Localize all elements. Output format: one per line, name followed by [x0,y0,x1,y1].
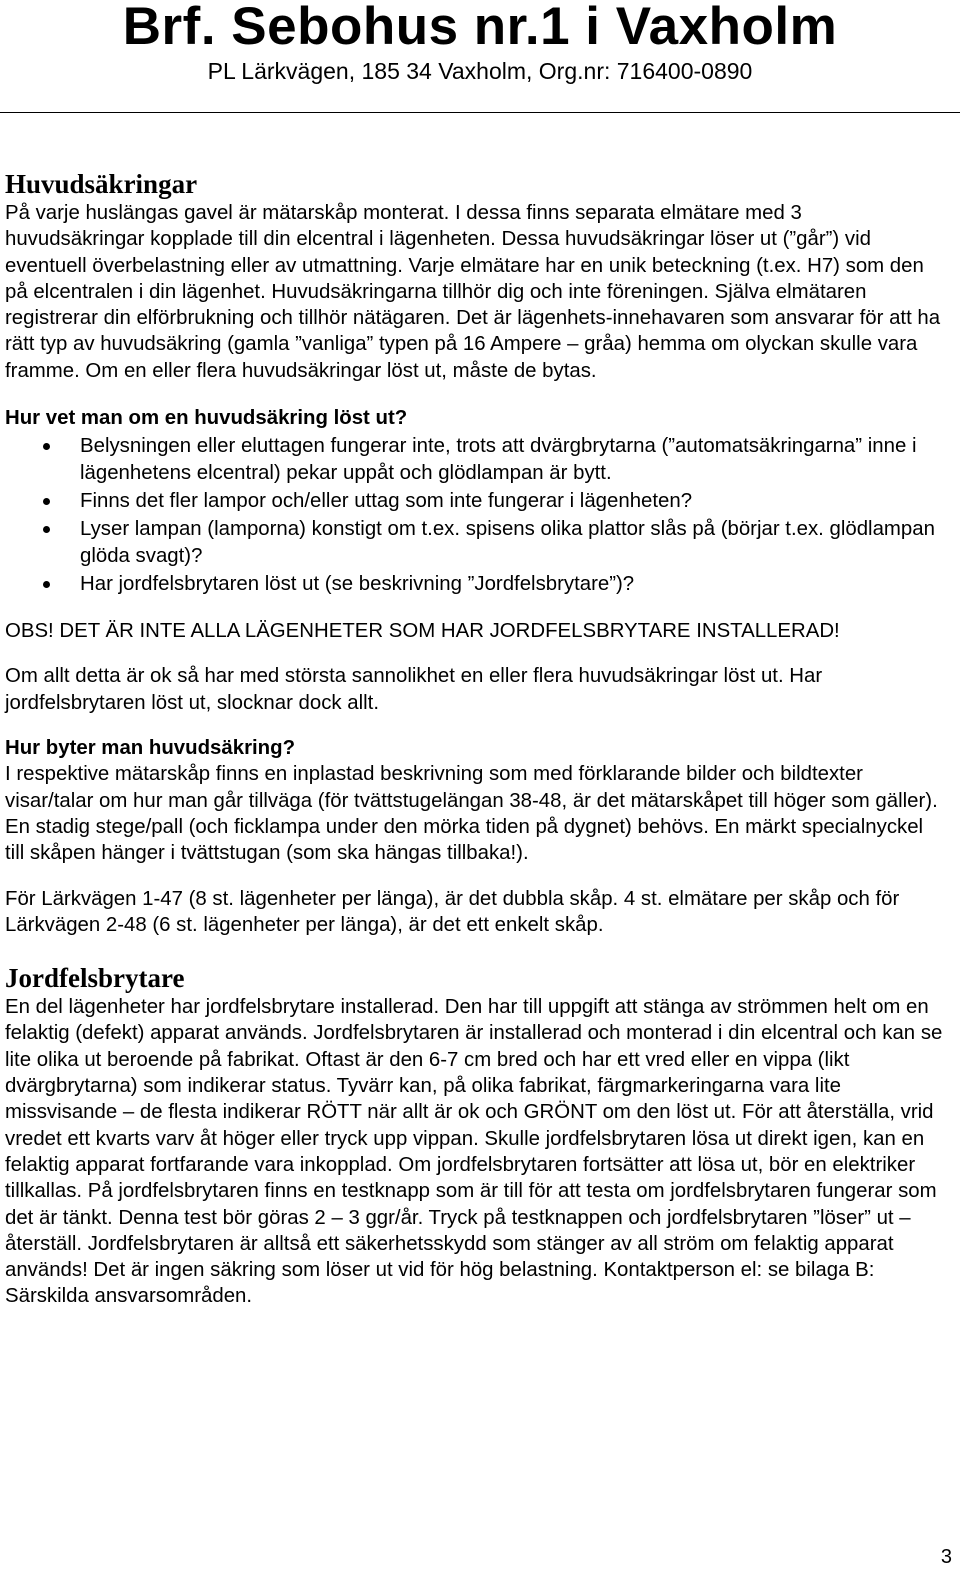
main-fuses-section [5,168,945,938]
spacer [5,599,945,618]
obs-notice: OBS! DET ÄR INTE ALLA LÄGENHETER SOM HAR JORDFELSBRYTARE INSTALLERAD! [5,620,840,643]
spacer [5,644,945,663]
rcd-section [5,962,945,1310]
organization-name: Brf. Sebohus nr.1 i Vaxholm [122,0,838,56]
how-to-know-heading: Hur vet man om en huvudsäkring löst ut? [5,407,408,430]
spacer [5,938,945,962]
list-item-text: Finns det fler lampor och/eller uttag som inte fungerar i lägenheten? [80,489,693,512]
list-item-text: Har jordfelsbrytaren löst ut (se beskrivning ”Jordfelsbrytare”)? [80,572,635,595]
cabinet-info: För Lärkvägen 1-47 (8 st. lägenheter per länga), är det dubbla skåp. 4 st. elmätare per skåp och för Lärkvägen 2-48 (6 st. lägenheter per länga), är det ett enkelt skåp. [5,887,900,936]
bullet-icon [43,443,50,450]
page-number: 3 [940,1546,952,1568]
bullet-icon [43,581,50,588]
organization-address: PL Lärkvägen, 185 34 Vaxholm, Org.nr: 716400-0890 [207,58,753,84]
list-item [5,488,945,514]
spacer [5,867,945,886]
bullet-icon [43,498,50,505]
section-title-rcd: Jordfelsbrytare [5,963,185,994]
symptom-list [5,433,945,597]
list-item-text: Belysningen eller eluttagen fungerar inte, trots att dvärgbrytarna (”automatsäkringarna” inne i lägenhetens elcentral) pekar uppåt och glödlampan är bytt. [80,435,917,484]
main-fuses-intro: På varje huslängas gavel är mätarskåp monterat. I dessa finns separata elmätare med 3 huvudsäkringar kopplade till din elcentral i lägenheten. Dessa huvudsäkringar löser ut (”går”) vid eventuell överbelastning eller av utmattning. Varje elmätare har en unik beteckning (t.ex. H7) som den på elcentralen i din lägenhet. Huvudsäkringarna tillhör dig och inte föreningen. Själva elmätaren registrerar din elförbrukning och tillhör nätägaren. Det är lägenhets-innehavaren som ansvarar för att ha rätt typ av huvudsäkring (gamla ”vanliga” typen på 16 Ampere – gråa) hemma om olyckan skulle vara framme. Om en eller flera huvudsäkringar löst ut, måste de bytas. [5,202,941,382]
list-item [5,516,945,569]
rcd-description: En del lägenheter har jordfelsbrytare installerad. Den har till uppgift att stänga av strömmen helt om en felaktig (defekt) apparat används. Jordfelsbrytaren är installerad och monterad i din elcentral och kan se lite olika ut beroende på fabrikat. Oftast är den 6-7 cm bred och har ett vred eller en vippa (likt dvärgbrytarna) som indikerar status. Tyvärr kan, på olika fabrikat, färgmarkeringarna vara lite missvisande – de flesta indikerar RÖTT när allt är ok och GRÖNT om den löst ut. För att återställa, vrid vredet ett kvarts varv åt höger eller tryck upp vippan. Skulle jordfelsbrytaren lösa ut direkt igen, kan en felaktig apparat fortfarande vara inkopplad. Om jordfelsbrytaren fortsätter att lösa ut, bör en elektriker tillkallas. På jordfelsbrytaren finns en testknapp som är till för att testa om jordfelsbrytaren fungerar som det är tänkt. Denna test bör göras 2 – 3 ggr/år. Tryck på testknappen och jordfelsbrytaren ”löser” ut – återställ. Jordfelsbrytaren är alltså ett säkerhetsskydd som stänger av all ström om felaktig apparat används! Det är ingen säkring som löser ut vid för hög belastning. Kontaktperson el: se bilaga B: Särskilda ansvarsområden. [5,996,943,1308]
spacer [5,384,945,405]
list-item-text: Lyser lampan (lamporna) konstigt om t.ex. spisens olika plattor slås på (börjar t.ex. glödlampan glöda svagt)? [80,518,935,567]
how-to-replace-heading: Hur byter man huvudsäkring? [5,737,296,760]
replace-instructions: I respektive mätarskåp finns en inplastad beskrivning som med förklarande bilder och bildtexter visar/talar om hur man går tillväga (för tvättstugelängan 38-48, är det mätarskåpet till höger som gäller). En stadig stege/pall (och ficklampa under den mörka tiden på dygnet) behövs. En märkt specialnyckel till skåpen hänger i tvättstugan (som ska hängas tillbaka!). [5,763,938,865]
document-body [5,168,945,1310]
list-item [5,571,945,597]
section-title-main-fuses: Huvudsäkringar [5,169,198,199]
header-divider [0,112,960,113]
bullet-icon [43,526,50,533]
spacer [5,716,945,735]
letterhead [0,0,960,88]
conclusion-paragraph: Om allt detta är ok så har med största sannolikhet en eller flera huvudsäkringar löst ut. Har jordfelsbrytaren löst ut, slocknar dock allt. [5,665,823,714]
list-item [5,433,945,486]
